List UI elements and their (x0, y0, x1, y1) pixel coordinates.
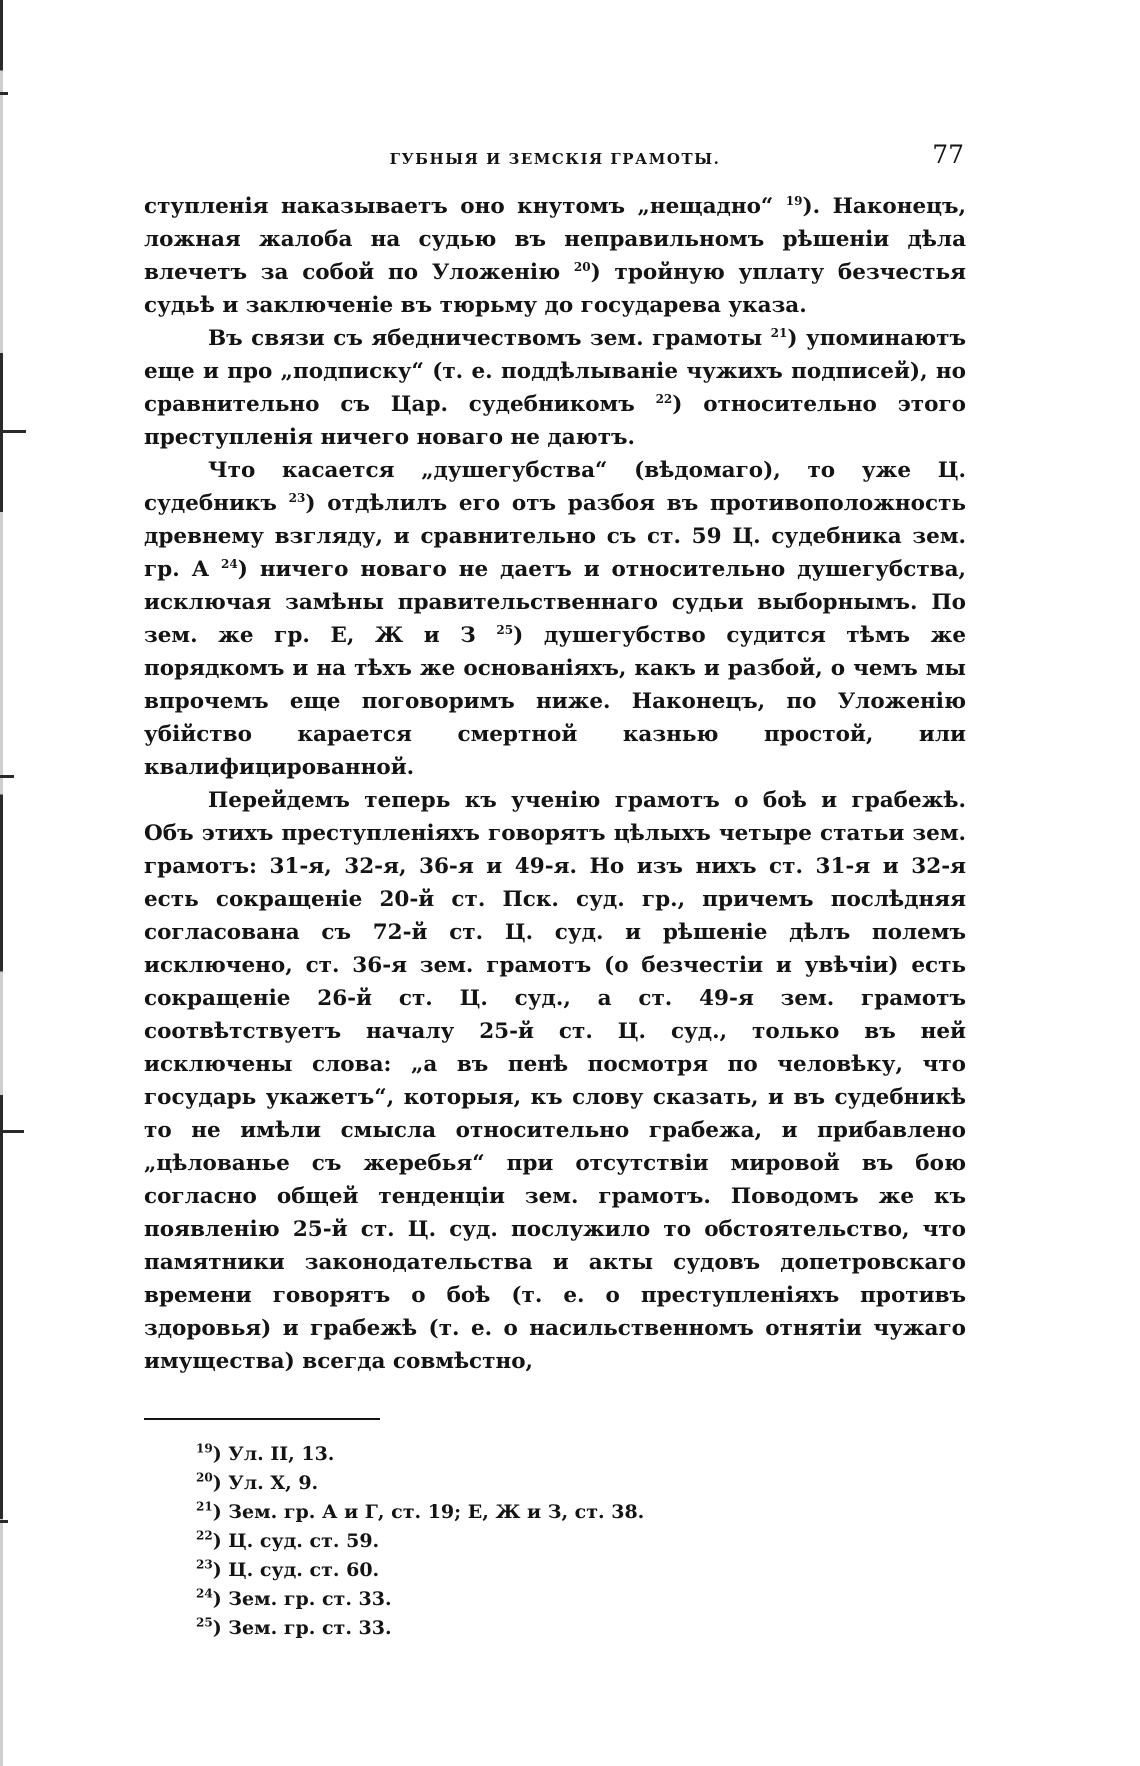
footnote (196, 1469, 966, 1498)
footnote-text: ) Ул. II, 13. (212, 1443, 335, 1465)
footnote-ref: 24 (221, 556, 238, 571)
paragraph-text: Въ связи съ ябедничествомъ зем. грамоты (208, 326, 771, 351)
footnote-number: 22 (196, 1528, 213, 1543)
footnote-ref: 23 (288, 490, 306, 505)
footnote-number: 25 (196, 1615, 213, 1630)
footnote-number: 20 (196, 1470, 213, 1485)
footnote (196, 1498, 966, 1527)
footnotes (196, 1440, 966, 1643)
page-number: 77 (932, 140, 964, 169)
footnote-ref: 25 (496, 622, 514, 637)
footnote-number: 24 (196, 1586, 213, 1601)
footnote-text: ) Ул. X, 9. (212, 1472, 319, 1494)
footnote-number: 19 (196, 1441, 213, 1456)
scan-binding-edge (0, 0, 3, 1766)
scan-edge-mark (0, 775, 14, 778)
scan-edge-mark (0, 1130, 24, 1133)
footnote-ref: 22 (655, 391, 673, 406)
paragraph (144, 454, 966, 784)
paragraph-text: ). Наконецъ, ложная жалоба на судью въ неправильномъ рѣшеніи дѣла влечетъ за собой по Уложенію (144, 194, 967, 285)
scan-edge-mark (0, 430, 26, 433)
footnote (196, 1556, 966, 1585)
footnote-ref: 19 (785, 193, 803, 208)
footnote-text: ) Зем. гр. ст. 33. (212, 1588, 392, 1610)
paragraph-text: ) упоминаютъ еще и про „подписку“ (т. е. поддѣлываніе чужихъ подписей), но сравнительно съ Цар. судебникомъ (144, 326, 966, 417)
running-head (144, 140, 966, 176)
paragraph-text: ) отдѣлилъ его отъ разбоя въ противоположность древнему взгляду, и сравнительно съ ст. 59 Ц. судебника зем. гр. А (144, 491, 967, 582)
paragraph (144, 784, 966, 1378)
scan-edge-mark (0, 1520, 8, 1523)
footnote-text: ) Зем. гр. ст. 33. (212, 1617, 392, 1639)
paragraph-text: ) тройную уплату безчестья судьѣ и заключеніе въ тюрьму до государева указа. (144, 260, 966, 318)
footnote-text: ) Ц. суд. ст. 59. (212, 1530, 380, 1552)
body-text (144, 190, 966, 1378)
footnote-text: ) Зем. гр. А и Г, ст. 19; Е, Ж и З, ст. 38. (212, 1501, 645, 1523)
footnote (196, 1585, 966, 1614)
footnote-ref: 21 (770, 325, 788, 340)
footnote-text: ) Ц. суд. ст. 60. (212, 1559, 380, 1581)
footnote-ref: 20 (573, 259, 591, 274)
paragraph (144, 322, 966, 454)
scan-edge-mark (0, 92, 8, 95)
footnote (196, 1527, 966, 1556)
footnote-number: 23 (196, 1557, 213, 1572)
paragraph-text: ) душегубство судится тѣмъ же порядкомъ и на тѣхъ же основаніяхъ, какъ и разбой, о чемъ мы впрочемъ еще поговоримъ ниже. Наконецъ, по Уложенію убійство карается смертной казнью простой, или квалифицированной. (144, 623, 966, 780)
paragraph (144, 190, 966, 322)
footnote-separator (144, 1418, 380, 1420)
book-page (144, 140, 966, 1643)
paragraph-text: ) ничего новаго не даетъ и относительно душегубства, исключая замѣны правительственнаго судьи выборнымъ. По зем. же гр. Е, Ж и З (144, 557, 966, 648)
paragraph-text: ступленія наказываетъ оно кнутомъ „нещадно“ (144, 194, 786, 219)
paragraph-text: Что касается „душегубства“ (вѣдомаго), то уже Ц. судебникъ (144, 458, 966, 516)
footnote (196, 1614, 966, 1643)
paragraph-text: Перейдемъ теперь къ ученію грамотъ о боѣ и грабежѣ. Объ этихъ преступленіяхъ говорятъ цѣлыхъ четыре статьи зем. грамотъ: 31-я, 32-я, 36-я и 49-я. Но изъ нихъ ст. 31-я и 32-я есть сокращеніе 20-й ст. Пск. суд. гр., причемъ послѣдняя согласована съ 72-й ст. Ц. суд. и рѣшеніе дѣлъ полемъ исключено, ст. 36-я зем. грамотъ (о безчестіи и увѣчіи) есть сокращеніе 26-й ст. Ц. суд., а ст. 49-я зем. грамотъ соотвѣтствуетъ началу 25-й ст. Ц. суд., только въ ней исключены слова: „а въ пенѣ посмотря по человѣку, что государь укажетъ“, которыя, къ слову сказать, и въ судебникѣ то не имѣли смысла относительно грабежа, и прибавлено „цѣлованье съ жеребья“ при отсутствіи мировой въ бою согласно общей тенденціи зем. грамотъ. Поводомъ же къ появленію 25-й ст. Ц. суд. послужило то обстоятельство, что памятники законодательства и акты судовъ допетровскаго времени говорятъ о боѣ (т. е. о преступленіяхъ противъ здоровья) и грабежѣ (т. е. о насильственномъ отнятіи чужаго имущества) всегда совмѣстно, (144, 788, 966, 1374)
footnote-number: 21 (196, 1499, 213, 1514)
running-title: ГУБНЫЯ И ЗЕМСКІЯ ГРАМОТЫ. (389, 150, 721, 168)
paragraph-text: ) относительно этого преступленія ничего новаго не даютъ. (144, 392, 966, 450)
footnote (196, 1440, 966, 1469)
